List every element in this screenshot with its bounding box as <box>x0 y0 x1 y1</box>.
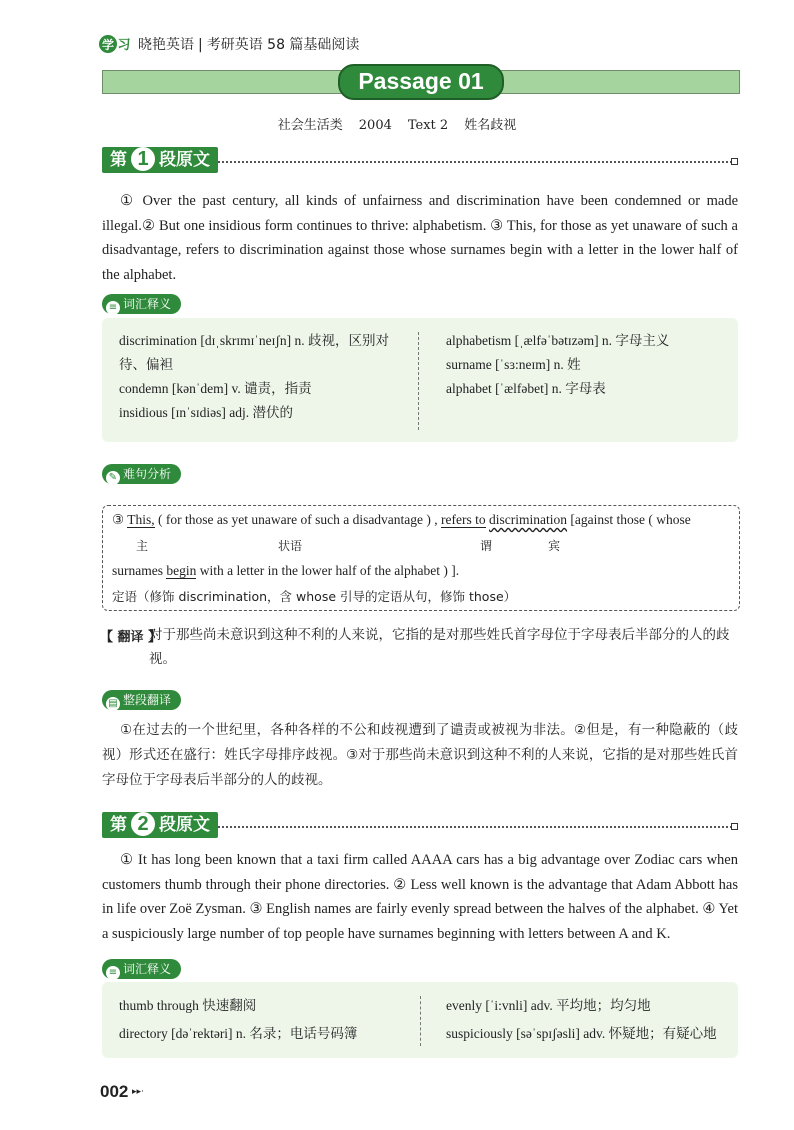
vocab-entry: suspiciously [səˈspɪʃəsli] adv. 怀疑地；有疑心地 <box>446 1026 717 1041</box>
header-separator: | <box>198 37 203 53</box>
section-1-title <box>102 147 218 173</box>
section-divider <box>218 826 732 828</box>
book-icon: ≡ <box>106 301 120 315</box>
vocab-column-divider <box>418 332 419 430</box>
label-object: 宾 <box>548 539 561 553</box>
section-divider <box>218 161 732 163</box>
publisher-logo <box>98 30 134 54</box>
section-label-pre: 第 <box>110 150 127 170</box>
svg-text:习: 习 <box>117 38 131 53</box>
clause-rest: with a letter in the lower half of the alphabet ) ]. <box>199 563 460 578</box>
page-arrow-icon: ▸▸· <box>132 1087 144 1097</box>
vocab-tag-label: 词汇释义 <box>123 297 172 311</box>
vocab-entry: discrimination [dɪˌskrɪmɪˈneɪʃn] n. 歧视，区别对待、偏袒 <box>119 333 389 372</box>
section-number: 2 <box>131 812 155 836</box>
vocab-entry: directory [dəˈrektəri] n. 名录；电话号码簿 <box>119 1026 358 1041</box>
section-label-pre: 第 <box>110 815 127 835</box>
section-2-paragraph <box>102 848 738 946</box>
analysis-line-3: 定语（修饰 discrimination，含 whose 引导的定语从句，修饰 those） <box>112 589 517 604</box>
brand-name: 晓艳英语 <box>138 37 194 53</box>
page-number: 002 <box>100 1082 129 1101</box>
vocab-entry: alphabetism [ˌælfəˈbətɪzəm] n. 字母主义 <box>446 333 670 348</box>
divider-end-mark <box>731 158 738 165</box>
vocab-tag <box>102 294 181 314</box>
adverbial: ( for those as yet unaware of such a disadvantage ) , <box>158 512 438 527</box>
vocab-2-right <box>446 992 731 1048</box>
full-translation-text: ①在过去的一个世纪里，各种各样的不公和歧视遭到了谴责或被视为非法。②但是，有一种隐蔽的（歧视）形式还在盛行：姓氏字母排序歧视。③对于那些尚未意识到这种不利的人来说，它指的是对那些姓氏首字母位于字母表后半部分的人的歧视。 <box>102 722 738 788</box>
running-header <box>138 34 359 54</box>
passage-subtitle <box>0 114 794 133</box>
vocab-entry: condemn [kənˈdem] v. 谴责，指责 <box>119 381 312 396</box>
vocab-entry: insidious [ɪnˈsɪdiəs] adj. 潜伏的 <box>119 405 293 420</box>
passage-title: Passage 01 <box>338 64 504 100</box>
object: discrimination <box>489 512 568 527</box>
svg-text:学: 学 <box>101 38 115 52</box>
translation-label: 【 翻译 】 <box>100 630 162 645</box>
analysis-tag-label: 难句分析 <box>123 467 172 481</box>
passage-text-number: Text 2 <box>407 118 449 133</box>
vocab-2-left <box>119 992 411 1048</box>
vocab-entry: surname [ˈsɜ:neɪm] n. 姓 <box>446 357 581 372</box>
vocab-entry: evenly [ˈi:vnli] adv. 平均地；均匀地 <box>446 998 651 1013</box>
full-translation-tag <box>102 690 181 710</box>
vocab-entry: thumb through 快速翻阅 <box>119 998 257 1013</box>
analysis-icon: ✎ <box>106 471 120 485</box>
attributive-start: [against those ( whose <box>570 512 691 527</box>
paragraph-text: ① Over the past century, all kinds of unfairness and discrimination have been condemned or made illegal.② But one insidious form continues to thrive: alphabetism. ③ This, for those as yet unaware of such a disadvantage, refers to discrimination against those whose surnames begin with a letter in the lower half of the alphabet. <box>102 193 738 283</box>
label-predicate: 谓 <box>480 539 493 553</box>
paragraph-text: ① It has long been known that a taxi firm called AAAA cars has a big advantage over Zodiac cars when customers thumb through their phone directories. ② Less well known is the advantage that Adam Abbott has in life over Zoë Zysman. ③ English names are fairly evenly spread between the halves of the alphabet. ④ Yet a suspiciously large number of top people have surnames beginning with letters between A and K. <box>102 852 738 942</box>
vocab-tag-label: 词汇释义 <box>123 962 172 976</box>
vocab-entry: alphabet [ˈælfəbet] n. 字母表 <box>446 381 606 396</box>
full-translation-tag-label: 整段翻译 <box>123 693 172 707</box>
section-label-post: 段原文 <box>159 815 210 835</box>
vocab-column-divider <box>420 996 421 1046</box>
predicate: refers to <box>441 512 486 527</box>
translation-text: 对于那些尚未意识到这种不利的人来说，它指的是对那些姓氏首字母位于字母表后半部分的人的歧视。 <box>149 627 730 667</box>
vocab-1-left <box>119 329 411 425</box>
passage-topic: 姓名歧视 <box>464 118 517 133</box>
section-label-post: 段原文 <box>159 150 210 170</box>
book-title: 考研英语 58 篇基础阅读 <box>206 37 360 53</box>
label-subject: 主 <box>136 539 149 553</box>
book-icon: ≡ <box>106 966 120 980</box>
analysis-line-2 <box>112 563 459 579</box>
vocab-1-right <box>446 329 726 401</box>
sentence-number: ③ <box>112 512 125 527</box>
passage-category: 社会生活类 <box>277 118 343 133</box>
vocab-tag <box>102 959 181 979</box>
section-1-paragraph <box>102 189 738 287</box>
divider-end-mark <box>731 823 738 830</box>
clause-subject: surnames <box>112 563 163 578</box>
label-adverbial: 状语 <box>278 539 303 553</box>
subject: This, <box>127 512 155 527</box>
section-2-title <box>102 812 218 838</box>
passage-year: 2004 <box>358 118 392 133</box>
section-number: 1 <box>131 147 155 171</box>
clause-verb: begin <box>166 563 197 578</box>
analysis-line-1 <box>112 512 691 528</box>
document-icon: ▤ <box>106 697 120 711</box>
analysis-tag <box>102 464 181 484</box>
